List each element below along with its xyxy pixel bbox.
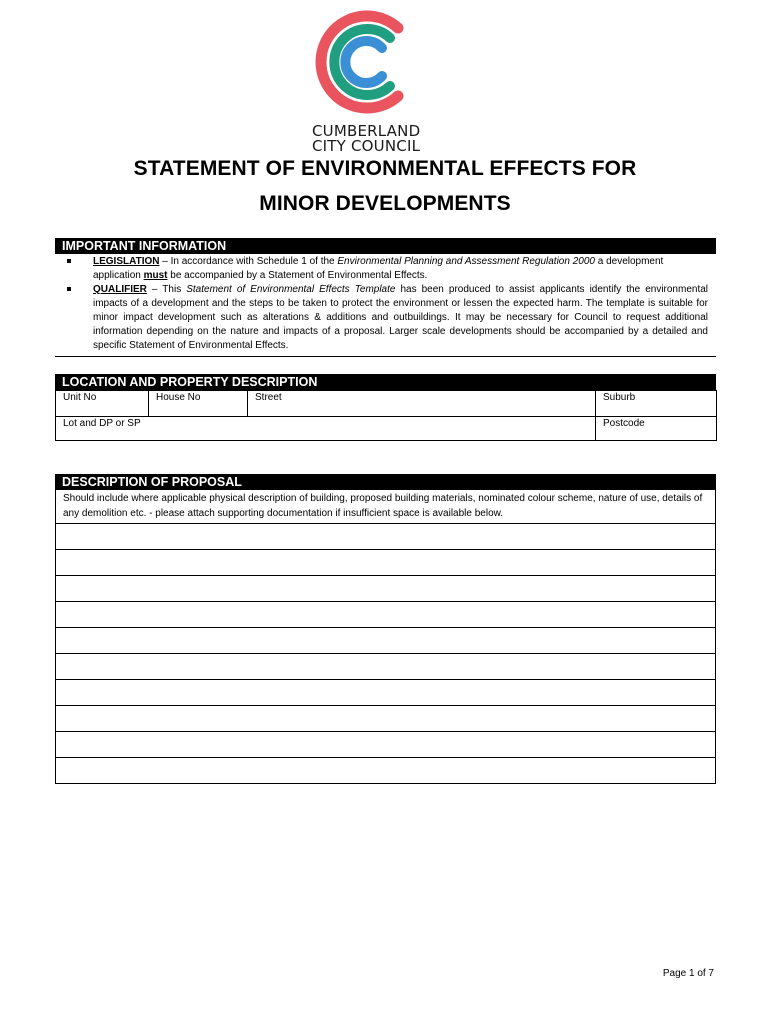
- answer-line[interactable]: [56, 602, 715, 628]
- postcode-label: Postcode: [603, 418, 645, 429]
- unit-no-label: Unit No: [63, 392, 97, 403]
- proposal-heading: DESCRIPTION OF PROPOSAL: [55, 474, 716, 490]
- house-no-field[interactable]: [149, 391, 248, 417]
- lot-dp-field[interactable]: [56, 417, 596, 441]
- legislation-text2: a development application: [93, 256, 664, 281]
- legislation-lead: LEGISLATION: [93, 256, 160, 267]
- important-information-section: [55, 238, 716, 357]
- council-name-line1: CUMBERLAND: [312, 122, 421, 140]
- answer-line[interactable]: [56, 732, 715, 758]
- proposal-section: [55, 474, 716, 784]
- legislation-text1: – In accordance with Schedule 1 of the: [159, 256, 338, 267]
- legislation-must: must: [143, 270, 168, 281]
- lot-dp-label: Lot and DP or SP: [63, 418, 141, 429]
- important-information-heading: IMPORTANT INFORMATION: [55, 238, 716, 254]
- council-logo: [300, 6, 440, 155]
- council-name: [312, 124, 420, 154]
- postcode-field[interactable]: [596, 417, 717, 441]
- answer-line[interactable]: [56, 576, 715, 602]
- proposal-instructions: Should include where applicable physical description of building, proposed building materials, nominated colour scheme, nature of use, details of any demolition etc. - please attach supporting documentation if insufficient space is available below.: [55, 490, 716, 524]
- suburb-field[interactable]: [596, 391, 717, 417]
- legislation-bullet: [93, 255, 708, 283]
- house-no-label: House No: [156, 392, 201, 403]
- unit-no-field[interactable]: [56, 391, 149, 417]
- legislation-regulation: Environmental Planning and Assessment Regulation 2000: [337, 256, 595, 267]
- answer-line[interactable]: [56, 706, 715, 732]
- council-logo-icon: [306, 6, 418, 118]
- answer-line[interactable]: [56, 680, 715, 706]
- qualifier-bullet: [93, 283, 708, 353]
- document-title-line2: MINOR DEVELOPMENTS: [259, 192, 511, 215]
- location-table: [55, 390, 717, 441]
- qualifier-text2: has been produced to assist applicants identify the environmental impacts of a development and the steps to be taken to protect the environment or lessen the expected harm. The template is suitable for minor impact development such as alterations & additions and outbuildings. It may be necessary for Council to request additional information depending on the nature and impacts of a proposal. Larger scale developments should be accompanied by a detailed and specific Statement of Environmental Effects.: [93, 284, 709, 351]
- important-information-body: [55, 254, 716, 357]
- answer-line[interactable]: [56, 628, 715, 654]
- answer-line[interactable]: [56, 524, 715, 550]
- document-title-line1: STATEMENT OF ENVIRONMENTAL EFFECTS FOR: [133, 157, 637, 180]
- answer-line[interactable]: [56, 550, 715, 576]
- legislation-text3: be accompanied by a Statement of Environmental Effects.: [167, 270, 428, 281]
- answer-line[interactable]: [56, 654, 715, 680]
- qualifier-template-name: Statement of Environmental Effects Template: [186, 284, 396, 295]
- qualifier-text1: – This: [146, 284, 187, 295]
- suburb-label: Suburb: [603, 392, 636, 403]
- council-name-line2: CITY COUNCIL: [312, 137, 421, 155]
- page-number: Page 1 of 7: [662, 968, 714, 979]
- location-heading: LOCATION AND PROPERTY DESCRIPTION: [55, 374, 716, 390]
- street-label: Street: [255, 392, 282, 403]
- answer-line[interactable]: [56, 758, 715, 783]
- proposal-answer-area[interactable]: [55, 524, 716, 784]
- location-section: [55, 374, 716, 441]
- street-field[interactable]: [248, 391, 596, 417]
- qualifier-lead: QUALIFIER: [93, 284, 147, 295]
